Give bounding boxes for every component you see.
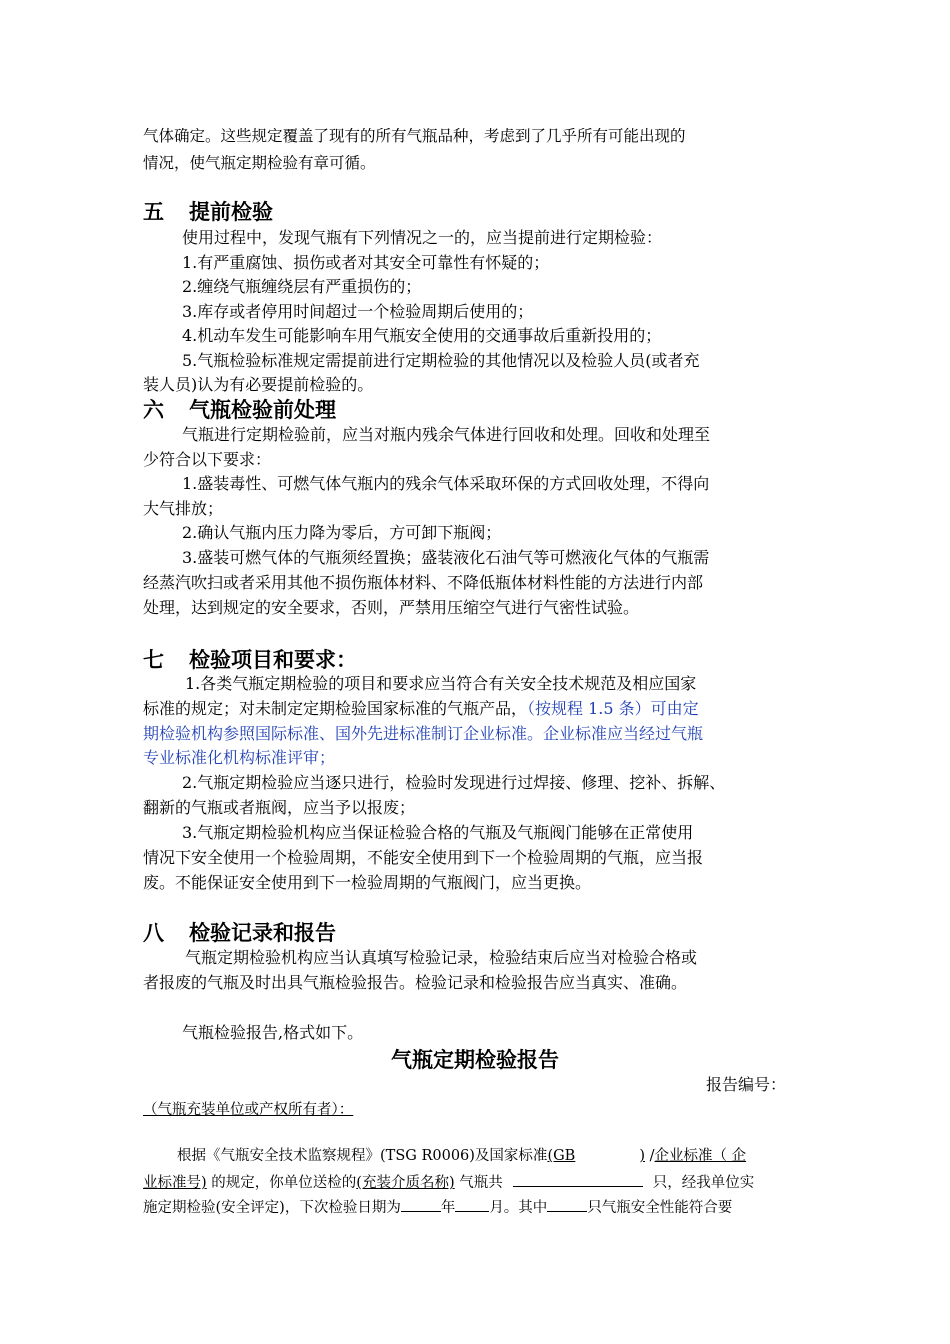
s5-item-5a: 5.气瓶检验标准规定需提前进行定期检验的其他情况以及检验人员(或者充 [182,351,700,370]
section-8-heading [143,920,336,946]
s8-para-1a: 气瓶定期检验机构应当认真填写检验记录，检验结束后应当对检验合格或 [185,948,698,967]
section-8-number: 八 [143,921,164,945]
intro-line-1: 气体确定。这些规定覆盖了现有的所有气瓶品种，考虑到了几乎所有可能出现的 [143,127,686,145]
report-number-label: 报告编号： [706,1075,787,1094]
s5-item-1: 1.有严重腐蚀、损伤或者对其安全可靠性有怀疑的； [182,253,550,272]
s8-para-1b: 者报废的气瓶及时出具气瓶检验报告。检验记录和检验报告应当真实、准确。 [143,973,688,992]
next-month-blank[interactable] [455,1195,489,1212]
section-5-title: 提前检验 [189,200,273,224]
report-line-2-text-c: 只，经我单位实 [652,1175,755,1191]
section-7-heading [143,647,357,673]
s5-item-5b: 装人员)认为有必要提前检验的。 [143,375,374,394]
report-line-1-text: 根据《气瓶安全技术监察规程》(TSG R0006)及国家标准 [177,1148,548,1164]
corp-standard-label: 企业标准（ 企 [654,1148,747,1164]
s6-item-3c: 处理，达到规定的安全要求，否则，严禁用压缩空气进行气密性试验。 [143,598,640,617]
s5-item-4: 4.机动车发生可能影响车用气瓶安全使用的交通事故后重新投用的； [182,326,662,345]
section-5-number: 五 [143,200,164,224]
s6-item-1a: 1.盛装毒性、可燃气体气瓶内的残余气体采取环保的方式回收处理，不得向 [182,474,710,493]
cylinder-count-blank[interactable] [513,1170,643,1187]
section-6-number: 六 [143,398,164,422]
next-year-blank[interactable] [401,1195,441,1212]
s7-item-2a: 2.气瓶定期检验应当逐只进行，检验时发现进行过焊接、修理、挖补、拆解、 [182,773,726,792]
s7-item-1b-highlight: （按规程 1.5 条）可由定 [527,699,699,718]
intro-line-2: 情况，使气瓶定期检验有章可循。 [143,154,376,172]
report-recipient: （气瓶充装单位或产权所有者）： [143,1102,354,1118]
section-5-heading [143,199,273,225]
s5-item-2: 2.缠绕气瓶缠绕层有严重损伤的； [182,277,422,296]
section-7-title: 检验项目和要求： [189,648,357,672]
passed-count-blank[interactable] [547,1195,587,1212]
section-6-title: 气瓶检验前处理 [189,398,336,422]
s7-item-1d: 专业标准化机构标准评审； [143,748,336,767]
report-line-3-text-a: 施定期检验(安全评定)，下次检验日期为 [143,1200,401,1216]
s6-para-1a: 气瓶进行定期检验前，应当对瓶内残余气体进行回收和处理。回收和处理至 [182,425,711,444]
report-line-2-text-a: 的规定，你单位送检的 [206,1175,357,1191]
section-8-title: 检验记录和报告 [189,921,336,945]
gb-prefix: (GB [547,1148,576,1164]
report-title: 气瓶定期检验报告 [391,1048,559,1072]
corp-standard-number: 业标准号) [143,1175,207,1191]
report-line-3 [143,1195,732,1219]
s7-item-3a: 3.气瓶定期检验机构应当保证检验合格的气瓶及气瓶阀门能够在正常使用 [182,823,694,842]
s6-para-1b: 少符合以下要求： [143,450,272,469]
s7-item-3b: 情况下安全使用一个检验周期，不能安全使用到下一个检验周期的气瓶，应当报 [143,848,704,867]
s5-item-3: 3.库存或者停用时间超过一个检验周期后使用的； [182,302,534,321]
month-label: 月。其中 [489,1200,548,1216]
s6-item-2: 2.确认气瓶内压力降为零后，方可卸下瓶阀； [182,523,502,542]
s8-para-2: 气瓶检验报告,格式如下。 [182,1023,364,1042]
s5-lead: 使用过程中，发现气瓶有下列情况之一的，应当提前进行定期检验： [182,228,663,247]
gb-close: ) [639,1148,646,1164]
gb-standard-field[interactable] [547,1148,645,1164]
filling-medium-field[interactable]: (充装介质名称) [356,1175,455,1191]
slash: / [645,1148,655,1164]
s7-item-1c: 期检验机构参照国际标准、国外先进标准制订企业标准。企业标准应当经过气瓶 [143,724,704,743]
s7-item-2b: 翻新的气瓶或者瓶阀，应当予以报废； [143,798,416,817]
section-6-heading [143,397,336,423]
s7-item-3c: 废。不能保证安全使用到下一检验周期的气瓶阀门，应当更换。 [143,873,592,892]
year-label: 年 [440,1200,456,1216]
report-line-3-text-b: 只气瓶安全性能符合要 [587,1200,733,1216]
section-7-number: 七 [143,648,164,672]
report-line-2-text-b: 气瓶共 [454,1175,503,1191]
s6-item-3a: 3.盛装可燃气体的气瓶须经置换；盛装液化石油气等可燃液化气体的气瓶需 [182,548,710,567]
report-line-1 [177,1145,746,1167]
s7-item-1b [143,698,699,720]
s6-item-3b: 经蒸汽吹扫或者采用其他不损伤瓶体材料、不降低瓶体材料性能的方法进行内部 [143,573,704,592]
report-line-2 [143,1170,754,1194]
s7-item-1a: 1.各类气瓶定期检验的项目和要求应当符合有关安全技术规范及相应国家 [185,674,697,693]
s6-item-1b: 大气排放； [143,499,224,518]
s7-item-1b-text: 标准的规定；对未制定定期检验国家标准的气瓶产品， [143,699,528,718]
